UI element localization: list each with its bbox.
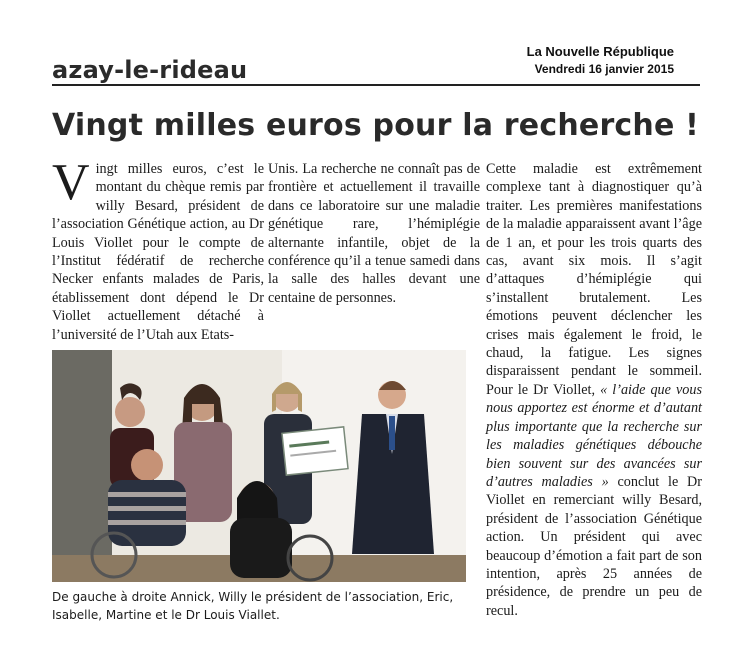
newspaper-name: La Nouvelle République: [526, 44, 674, 59]
section-title: azay-le-rideau: [52, 56, 248, 84]
publication-date: Vendredi 16 janvier 2015: [534, 62, 674, 76]
article-photo: [52, 350, 466, 582]
article-text: conclut le Dr Viollet en remerciant willy Besard, président de l’association Génétique action. Un président qui avec beaucoup d’émotion a fait part de son intention, après 25 années de présidence, de prendre un peu de recul.: [486, 473, 703, 619]
article-column-1: [52, 154, 264, 344]
article-text: ingt milles euros, c’est le montant du chèque remis par willy Besard, président de l’association Génétique action, au Dr Louis Viollet pour le compte de l’Institut fédératif de recherche Necker enfants malades de Paris, établissement dont dépend le Dr Viollet actuellement détaché à l’université de l’Utah aux Etats-: [52, 161, 264, 343]
quote: « l’aide que vous nous apportez est énorme et d’autant plus importante que la recherche sur les maladies génétiques débouche bien souvent sur des avancées sur d’autres maladies »: [486, 381, 702, 490]
drop-cap: V: [52, 154, 90, 211]
article-column-3: [486, 160, 702, 620]
headline: Vingt milles euros pour la recherche !: [52, 108, 700, 143]
article-text: Cette maladie est extrêmement complexe tant à diagnostiquer qu’à traiter. Les premières manifestations de la maladie apparaissent avant l’âge de 1 an, et pour les trois quarts des cas, avant six mois. Il s’agit d’attaques d’hémiplégie qui s’installent brutalement. Les émotions peuvent déclencher les crises mais également le froid, le chaud, la fatigue. Les signes disparaissent pendant le sommeil. Pour le Dr Viollet,: [486, 161, 702, 398]
photo-caption: De gauche à droite Annick, Willy le président de l’association, Eric, Isabelle, Martine et le Dr Louis Viallet.: [52, 590, 454, 622]
article-text: Unis. La recherche ne connaît pas de frontière et actuellement il travaille dans ce laboratoire sur une maladie génétique rare, l’hémiplégie alternante infantile, objet de la conférence qu’il a tenue samedi dans la salle des halles devant une centaine de personnes.: [268, 161, 480, 306]
section-rule: [52, 84, 700, 86]
article-column-2: [268, 160, 480, 307]
group-photo-illustration: [52, 350, 466, 582]
